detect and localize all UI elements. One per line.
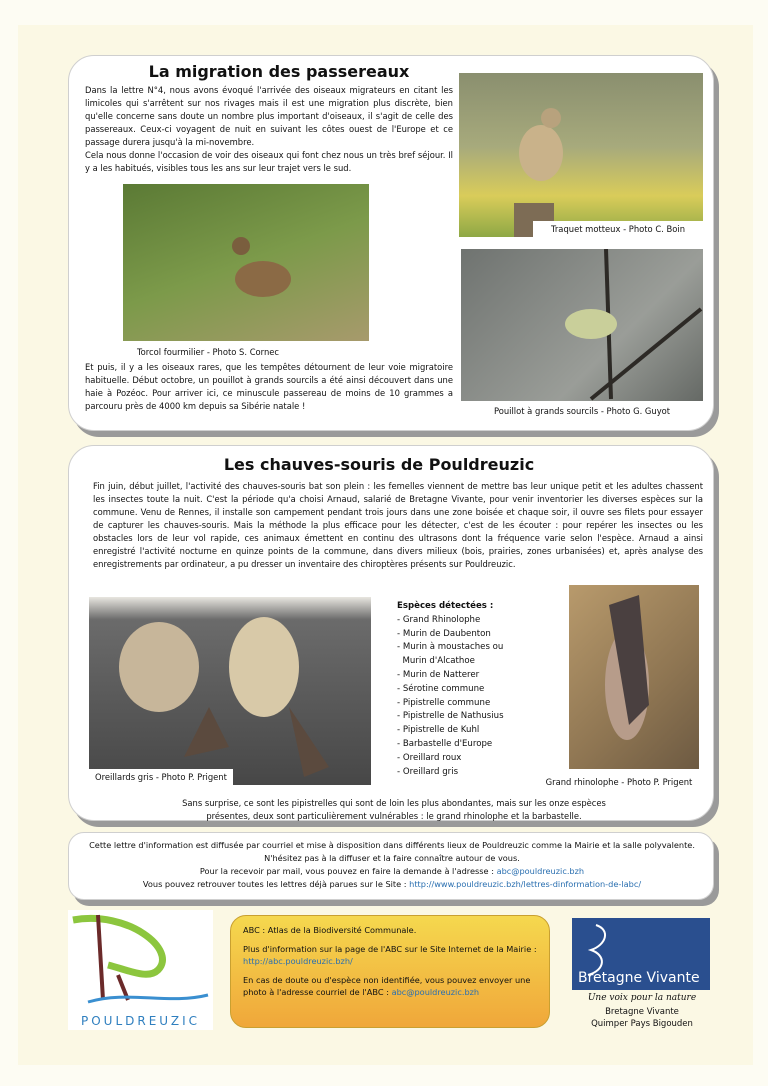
- species-item: - Barbastelle d'Europe: [397, 738, 493, 749]
- abc-info-box: [230, 915, 550, 1028]
- abc-doubt: [243, 974, 537, 999]
- bird-pouillot-image: [461, 249, 703, 421]
- caption-torcol: Torcol fourmilier - Photo S. Cornec: [136, 347, 280, 357]
- info-line-2: Pour la recevoir par mail, vous pouvez en faire la demande à l'adresse :: [199, 866, 497, 876]
- bats-conclusion: Sans surprise, ce sont les pipistrelles qui sont de loin les plus abondantes, mais sur les onze espèces présentes, deux sont particulièrement vulnérables : le grand rhinolophe et la barbastelle.: [182, 798, 606, 821]
- migration-rare: Et puis, il y a les oiseaux rares, que les tempêtes détournent de leur voie migratoire habituelle. Début octobre, un pouillot à grands sourcils a été ainsi découvert dans une haie à Pozéoc. Pour arriver ici, ce minuscule passereau de moins de 10 grammes a parcouru près de 4000 km depuis sa Sibérie natale !: [85, 362, 453, 411]
- caption-pouillot: Pouillot à grands sourcils - Photo G. Guyot: [461, 401, 703, 421]
- species-item: - Pipistrelle de Kuhl: [397, 725, 480, 736]
- bird-torcol-image: [123, 184, 369, 341]
- info-line-1: Cette lettre d'information est diffusée par courriel et mise à disposition dans différents lieux de Pouldreuzic comme la Mairie et la salle polyvalente. N'hésitez pas à la diffuser et la faire connaître autour de vous.: [89, 840, 695, 863]
- species-list: [397, 600, 504, 779]
- migration-title: La migration des passereaux: [148, 62, 410, 81]
- info-text: [79, 839, 705, 891]
- species-item: - Oreillard roux: [397, 752, 462, 763]
- info-panel: [68, 832, 714, 900]
- abc-more: [243, 943, 537, 968]
- photo-pouillot: [461, 249, 703, 421]
- bats-title: Les chauves-souris de Pouldreuzic: [223, 455, 535, 474]
- species-item: Murin d'Alcathoe: [397, 656, 475, 667]
- species-item: - Pipistrelle de Nathusius: [397, 711, 504, 722]
- caption-traquet: Traquet motteux - Photo C. Boin: [533, 221, 703, 237]
- info-email-link[interactable]: abc@pouldreuzic.bzh: [496, 866, 585, 876]
- species-item: - Pipistrelle commune: [397, 697, 491, 708]
- species-item: - Sérotine commune: [397, 683, 485, 694]
- species-item: - Murin de Natterer: [397, 669, 480, 680]
- abc-definition: ABC : Atlas de la Biodiversité Communale.: [243, 925, 417, 935]
- abc-url-link[interactable]: http://abc.pouldreuzic.bzh/: [243, 956, 353, 966]
- info-line-3: Vous pouvez retrouver toutes les lettres déjà parues sur le Site :: [142, 879, 410, 889]
- photo-rhinolophe: [569, 585, 699, 769]
- caption-rhinolophe: Grand rhinolophe - Photo P. Prigent: [545, 777, 693, 787]
- abc-email-link[interactable]: abc@pouldreuzic.bzh: [391, 987, 480, 997]
- intro-text-2: Cela nous donne l'occasion de voir des oiseaux qui font chez nous un très bref séjour. Il y a les habitués, visibles tous les ans sur leur trajet vers le sud.: [85, 150, 453, 173]
- bv-logo-text: Bretagne Vivante: [578, 970, 700, 986]
- bat-rhino-image: [569, 585, 699, 769]
- bats-panel: [68, 445, 714, 821]
- info-url-link[interactable]: http://www.pouldreuzic.bzh/lettres-dinformation-de-labc/: [409, 879, 642, 889]
- abc-doubt-text: En cas de doute ou d'espèce non identifiée, vous pouvez envoyer une photo à l'adresse courriel de l'ABC :: [243, 974, 531, 997]
- species-item: - Murin à moustaches ou: [397, 642, 504, 653]
- photo-traquet: [459, 73, 703, 237]
- migration-panel: [68, 55, 714, 431]
- species-items: [397, 614, 504, 780]
- migration-intro: [85, 84, 453, 175]
- bats-body: Fin juin, début juillet, l'activité des chauves-souris bat son plein : les femelles viennent de mettre bas leur unique petit et les adultes chassent les insectes toute la nuit. C'est la période qu'a choisi Arnaud, salarié de Bretagne Vivante, pour venir inventorier les diverses espèces sur la commune. Venu de Rennes, il installe son campement pendant trois jours dans une zone boisée et chaque soir, il ouvre ses filets pour essayer de capturer les chauves-souris. Mais la méthode la plus efficace pour les détecter, c'est de les écouter : pour repérer les insectes ou les obstacles lors de leur vol rapide, ces animaux émettent en continu des ultrasons dont la fréquence varie selon l'espèce. Arnaud a ainsi enregistré l'activité nocturne en quinze points de la commune, dans divers milieux (bois, prairies, zones urbanisées) et, après analyse des enregistrements par ordinateur, a pu dresser un inventaire des chiroptères présents sur Pouldreuzic.: [93, 481, 703, 569]
- species-item: - Murin de Daubenton: [397, 628, 491, 639]
- species-heading: Espèces détectées :: [397, 601, 494, 611]
- abc-more-text: Plus d'information sur la page de l'ABC sur le Site Internet de la Mairie :: [243, 943, 537, 954]
- bv-branch: Quimper Pays Bigouden: [591, 1019, 693, 1029]
- species-item: - Grand Rhinolophe: [397, 614, 481, 625]
- pouldreuzic-logo-mark: [68, 910, 213, 1010]
- pouldreuzic-logo: [68, 910, 213, 1030]
- bv-tagline: Une voix pour la nature: [587, 993, 697, 1003]
- pouldreuzic-logo-text: POULDREUZIC: [80, 1014, 201, 1028]
- bv-name: Bretagne Vivante: [605, 1007, 679, 1017]
- intro-text: Dans la lettre N°4, nous avons évoqué l'arrivée des oiseaux migrateurs en citant les limicoles qui s'arrêtent sur nos rivages mais il est une migration plus discrète, bien qu'elle concerne sans doute un nombre plus important d'oiseaux, il s'agit de celle des passereaux. Ceux-ci voyagent de nuit en suivant les côtes ouest de l'Europe et ce passage durera jusqu'à la mi-novembre.: [85, 85, 453, 147]
- bretagne-vivante-logo: [572, 918, 710, 990]
- species-item: - Oreillard gris: [397, 766, 459, 777]
- caption-oreillards: Oreillards gris - Photo P. Prigent: [89, 769, 233, 785]
- bats-oreillards-image: [89, 597, 371, 785]
- photo-torcol: [123, 184, 369, 341]
- bird-traquet-image: [459, 73, 703, 237]
- photo-oreillards: [89, 597, 371, 785]
